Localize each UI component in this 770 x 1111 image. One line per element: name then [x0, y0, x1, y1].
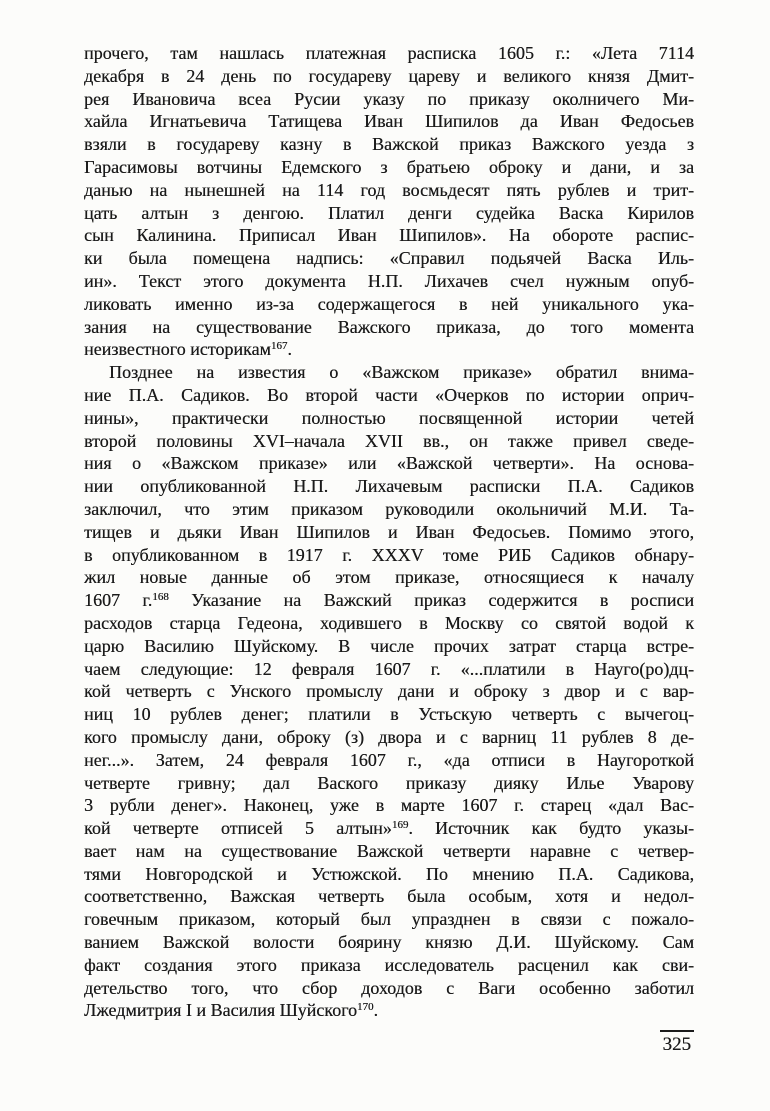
text-line: факт создания этого приказа исследователь расценил как сви- [84, 954, 694, 975]
text-line: 3 рубли денег». Наконец, уже в марте 1607 г. старец «дал Вас- [84, 795, 694, 816]
text-line: цать алтын з денгою. Платил денги судейка Васка Кирилов [84, 202, 694, 223]
text-line: заключил, что этим приказом руководили окольничий М.И. Та- [84, 498, 694, 519]
text-line: жил новые данные об этом приказе, относящиеся к началу [84, 567, 694, 588]
text-line: вает нам на существование Важской четверти наравне с четвер- [84, 840, 694, 861]
text-line: ние П.А. Садиков. Во второй части «Очерков по истории оприч- [84, 384, 694, 405]
text-line: кой четверте отписей 5 алтын»$^{169}$. Источник как будто указы- [84, 818, 694, 839]
text-line: ванием Важской волости боярину князю Д.И. Шуйскому. Сам [84, 932, 694, 953]
page-number-value: 325 [660, 1030, 695, 1056]
text-line: хайла Игнатьевича Татищева Иван Шипилов да Иван Федосьев [84, 111, 694, 132]
text-line: нии опубликованной Н.П. Лихачевым расписки П.А. Садиков [84, 476, 694, 497]
text-line: тями Новгородской и Устюжской. По мнению П.А. Садикова, [84, 863, 694, 884]
text-line: соответственно, Важская четверть была особым, хотя и недол- [84, 886, 694, 907]
text-line: расходов старца Гедеона, ходившего в Москву со святой водой к [84, 612, 694, 633]
footnote-reference: 167 [270, 340, 288, 353]
text-line: нег...». Затем, 24 февраля 1607 г., «да отписи в Наугороткой [84, 749, 694, 770]
text-line: 1607 г.$^{168}$ Указание на Важский приказ содержится в росписи [84, 590, 694, 611]
paragraph [84, 42, 694, 361]
text-line: Гарасимовы вотчины Едемского з братьею оброку и дани, и за [84, 156, 694, 177]
text-line: кой четверть с Унского промыслу дани и оброку з двор и с вар- [84, 681, 694, 702]
text-line: рея Ивановича всеа Русии указу по приказу околничего Ми- [84, 88, 694, 109]
text-line: в опубликованном в 1917 г. XXXV томе РИБ Садиков обнару- [84, 544, 694, 565]
text-line: взяли в государеву казну в Важской приказ Важского уезда з [84, 134, 694, 155]
text-line: второй половины XVI–начала XVII вв., он также привел сведе- [84, 430, 694, 451]
text-line: ликовать именно из-за содержащегося в ней уникального ука- [84, 293, 694, 314]
footnote-reference: 170 [357, 1001, 374, 1014]
text-line: зания на существование Важского приказа, до того момента [84, 316, 694, 337]
text-line: детельство того, что сбор доходов с Ваги особенно заботил [84, 977, 694, 998]
text-line: неизвестного историкам$^{167}$. [84, 339, 292, 360]
text-line: ки была помещена надпись: «Справил подьячей Васка Иль- [84, 248, 694, 269]
text-line: кого промыслу дани, оброку (з) двора и с варниц 11 рублев 8 де- [84, 726, 694, 747]
page-number [660, 1030, 695, 1056]
footnote-reference: 168 [152, 591, 169, 604]
text-block [84, 42, 694, 1022]
text-line: Позднее на известия о «Важском приказе» обратил внима- [109, 362, 694, 383]
text-line: говечным приказом, который был упразднен в связи с пожало- [84, 909, 694, 930]
text-line: ниц 10 рублев денег; платили в Устьскую четверть с вычегоц- [84, 704, 694, 725]
text-line: ин». Текст этого документа Н.П. Лихачев счел нужным опуб- [84, 270, 694, 291]
text-line: данью на нынешней на 114 год восмьдесят пять рублев и трит- [84, 179, 694, 200]
text-line: нины», практически полностью посвященной истории четей [84, 407, 694, 428]
text-line: Лжедмитрия I и Василия Шуйского$^{170}$. [84, 1000, 379, 1021]
text-line: тищев и дьяки Иван Шипилов и Иван Федосьев. Помимо этого, [84, 521, 694, 542]
text-line: чаем следующие: 12 февраля 1607 г. «...платили в Науго(ро)дц- [84, 658, 694, 679]
text-line: сын Калинина. Приписал Иван Шипилов». На обороте распис- [84, 225, 694, 246]
text-line: четверте гривну; дал Ваского приказу дияку Илье Уварову [84, 772, 694, 793]
paragraph [84, 361, 694, 1022]
text-line: ния о «Важском приказе» или «Важской четверти». На основа- [84, 453, 694, 474]
text-line: декабря в 24 день по государеву цареву и великого князя Дмит- [84, 65, 694, 86]
text-line: прочего, там нашлась платежная расписка 1605 г.: «Лета 7114 [84, 43, 694, 63]
text-line: царю Василию Шуйскому. В числе прочих затрат старца встре- [84, 635, 694, 656]
footnote-reference: 169 [391, 819, 409, 832]
